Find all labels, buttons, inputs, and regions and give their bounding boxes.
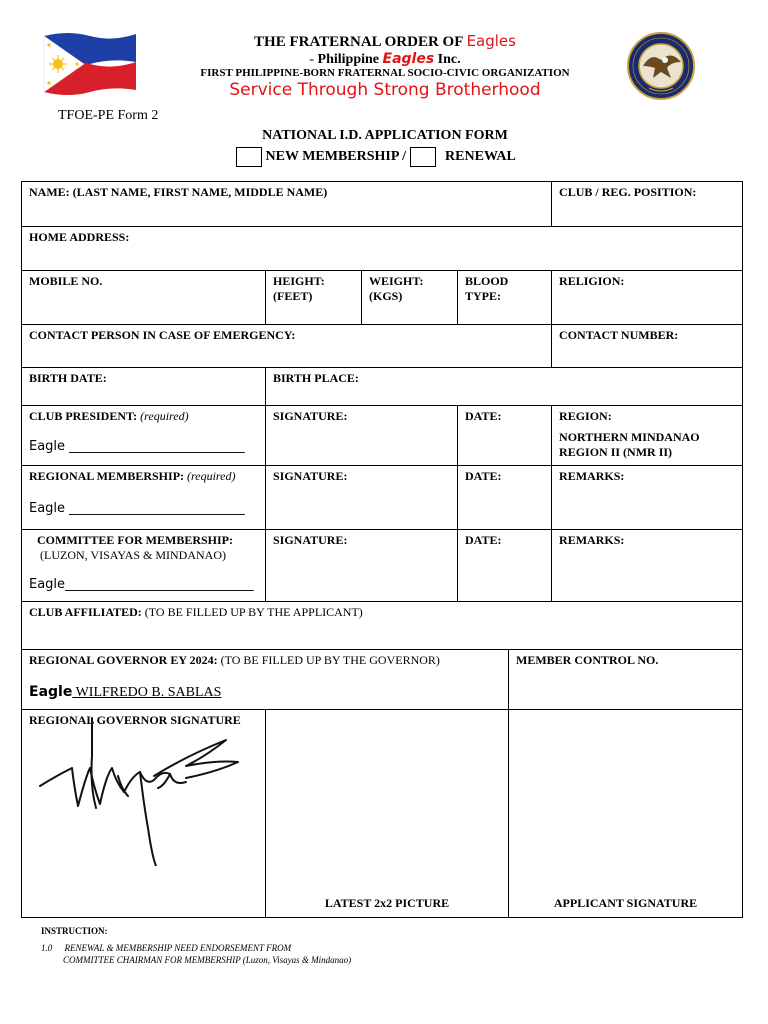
instruction-item (41, 942, 351, 966)
height-field[interactable] (266, 271, 362, 325)
remarks-label-2: REMARKS: (559, 533, 625, 547)
club-affiliated-field[interactable] (22, 602, 743, 650)
birth-place-label: BIRTH PLACE: (273, 371, 359, 385)
instruction-line-2: COMMITTEE CHAIRMAN FOR MEMBERSHIP (Luzon, Visayas & Mindanao) (63, 955, 352, 965)
required-note-2: (required) (187, 469, 236, 483)
sub-dash: - (309, 52, 318, 67)
club-affiliated-note: (TO BE FILLED UP BY THE APPLICANT) (144, 605, 363, 619)
date-label-3: DATE: (465, 533, 502, 547)
height-label-1: HEIGHT: (273, 274, 325, 288)
club-affiliated-label: CLUB AFFILIATED: (29, 605, 142, 619)
instruction-line-1: RENEWAL & MEMBERSHIP NEED ENDORSEMENT FROM (64, 943, 292, 953)
date-label-2: DATE: (465, 469, 502, 483)
eagles-seal-icon (627, 32, 695, 100)
club-president-label: CLUB PRESIDENT: (29, 409, 138, 423)
application-form-table (21, 181, 743, 918)
committee-date-field[interactable] (458, 530, 552, 602)
org-title (180, 32, 590, 51)
birth-date-field[interactable] (22, 368, 266, 406)
home-address-field[interactable] (22, 227, 743, 271)
committee-eagle-line: Eagle_____________________________ (29, 577, 254, 592)
motto: Service Through Strong Brotherhood (229, 80, 541, 100)
birth-date-label: BIRTH DATE: (29, 371, 107, 385)
weight-field[interactable] (362, 271, 458, 325)
governor-name: WILFREDO B. SABLAS (72, 685, 222, 700)
signature-label: SIGNATURE: (273, 409, 348, 423)
blood-type-field[interactable] (458, 271, 552, 325)
regional-governor-note: (TO BE FILLED UP BY THE GOVERNOR) (220, 653, 440, 667)
picture-label: LATEST 2x2 PICTURE (324, 896, 450, 910)
governor-signature-image (36, 716, 246, 866)
regional-membership-date-field[interactable] (458, 466, 552, 530)
club-president-field[interactable] (22, 406, 266, 466)
region-field (552, 406, 743, 466)
new-membership-label: NEW MEMBERSHIP / (265, 149, 407, 165)
member-control-field[interactable] (509, 650, 743, 710)
committee-remarks-field[interactable] (552, 530, 743, 602)
sub-suffix: Inc. (434, 52, 461, 67)
club-president-date-field[interactable] (458, 406, 552, 466)
signature-label-2: SIGNATURE: (273, 469, 348, 483)
form-number: TFOE-PE Form 2 (58, 108, 159, 123)
mobile-label: MOBILE NO. (29, 274, 103, 288)
applicant-signature-label: APPLICANT SIGNATURE (553, 896, 698, 910)
contact-number-label: CONTACT NUMBER: (559, 328, 679, 342)
new-membership-checkbox[interactable] (236, 147, 262, 167)
membership-options (236, 147, 516, 167)
club-position-label: CLUB / REG. POSITION: (559, 185, 697, 199)
height-label-2: (FEET) (273, 289, 313, 303)
name-label: NAME: (LAST NAME, FIRST NAME, MIDDLE NAME) (29, 185, 328, 199)
regional-membership-label: REGIONAL MEMBERSHIP: (29, 469, 185, 483)
regional-governor-label: REGIONAL GOVERNOR EY 2024: (29, 653, 218, 667)
religion-field[interactable] (552, 271, 743, 325)
region-label: REGION: (559, 409, 612, 423)
committee-label: COMMITTEE FOR MEMBERSHIP: (37, 533, 234, 547)
sub-highlight: Eagles (382, 51, 435, 67)
name-field[interactable] (22, 182, 552, 227)
regional-membership-remarks-field[interactable] (552, 466, 743, 530)
club-president-eagle-line: Eagle ___________________________ (29, 439, 245, 454)
instruction-title: INSTRUCTION: (41, 926, 108, 936)
committee-sub-label: (LUZON, VISAYAS & MINDANAO) (40, 548, 227, 562)
applicant-signature-field[interactable] (509, 710, 743, 918)
regional-governor-field (22, 650, 509, 710)
emergency-contact-label: CONTACT PERSON IN CASE OF EMERGENCY: (29, 328, 296, 342)
weight-label-2: (KGS) (369, 289, 403, 303)
form-title: NATIONAL I.D. APPLICATION FORM (262, 128, 508, 143)
instruction-item-number: 1.0 (41, 943, 53, 953)
remarks-label: REMARKS: (559, 469, 625, 483)
org-title-highlight: Eagles (466, 32, 516, 50)
sub-prefix: Philippine (317, 52, 383, 67)
governor-eagle-label: Eagle (29, 684, 73, 700)
committee-field[interactable] (22, 530, 266, 602)
club-position-field[interactable] (552, 182, 743, 227)
signature-label-3: SIGNATURE: (273, 533, 348, 547)
org-title-prefix: THE FRATERNAL ORDER OF (254, 34, 467, 50)
birth-place-field[interactable] (266, 368, 743, 406)
religion-label: RELIGION: (559, 274, 625, 288)
date-label: DATE: (465, 409, 502, 423)
tagline: FIRST PHILIPPINE-BORN FRATERNAL SOCIO-CIVIC ORGANIZATION (200, 67, 570, 79)
regional-membership-eagle-line: Eagle ___________________________ (29, 501, 245, 516)
region-value-1: NORTHERN MINDANAO (559, 430, 700, 444)
governor-signature-label: REGIONAL GOVERNOR SIGNATURE (29, 713, 241, 727)
philippine-flag-icon (40, 28, 140, 96)
home-address-label: HOME ADDRESS: (29, 230, 130, 244)
weight-label-1: WEIGHT: (369, 274, 424, 288)
mobile-field[interactable] (22, 271, 266, 325)
member-control-label: MEMBER CONTROL NO. (516, 653, 659, 667)
renewal-label: RENEWAL (445, 149, 516, 165)
region-value-2: REGION II (NMR II) (559, 445, 673, 459)
blood-label-1: BLOOD (465, 274, 509, 288)
required-note: (required) (140, 409, 189, 423)
picture-field[interactable] (266, 710, 509, 918)
governor-signature-field (22, 710, 266, 918)
contact-number-field[interactable] (552, 325, 743, 368)
org-subtitle (180, 51, 590, 68)
committee-signature-field[interactable] (266, 530, 458, 602)
regional-membership-signature-field[interactable] (266, 466, 458, 530)
club-president-signature-field[interactable] (266, 406, 458, 466)
renewal-checkbox[interactable] (410, 147, 436, 167)
emergency-contact-field[interactable] (22, 325, 552, 368)
blood-label-2: TYPE: (465, 289, 501, 303)
regional-membership-field[interactable] (22, 466, 266, 530)
